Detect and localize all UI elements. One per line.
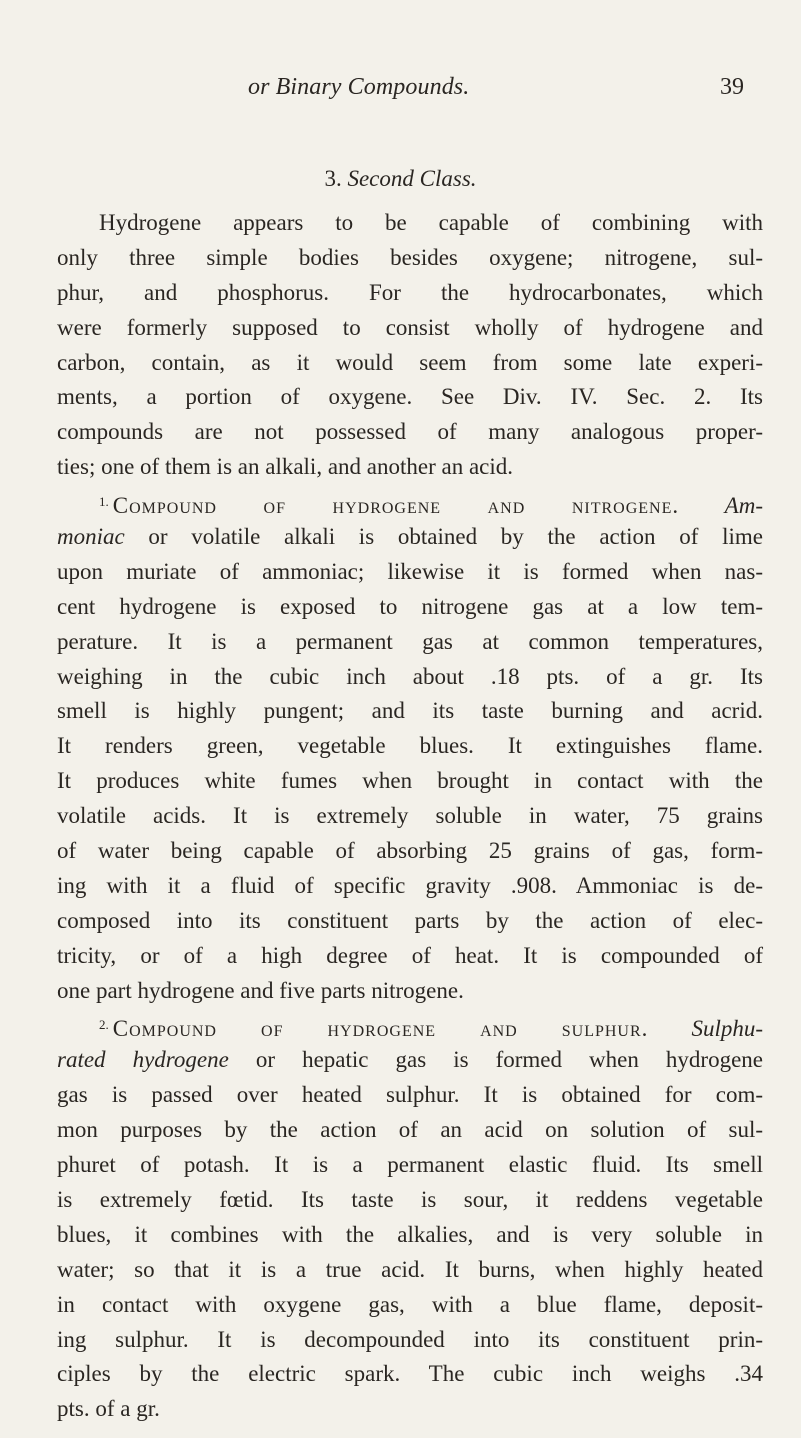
text-line: gas is passed over heated sulphur. It is obtained for com- (57, 1082, 763, 1108)
text-line: one part hydrogene and five parts nitrogene. (57, 977, 464, 1003)
compound-1-marker: 1. (99, 494, 109, 510)
text-line: is extremely fœtid. Its taste is sour, it reddens vegetable (57, 1186, 763, 1212)
text-line: perature. It is a permanent gas at common temperatures, (57, 628, 763, 654)
text-line: upon muriate of ammoniac; likewise it is formed when nas- (57, 558, 763, 584)
text-line (57, 520, 763, 555)
text-line: It produces white fumes when brought in contact with the (57, 768, 763, 794)
text-line: were formerly supposed to consist wholly of hydrogene and (57, 314, 763, 340)
text-line: cent hydrogene is exposed to nitrogene gas at a low tem- (57, 593, 763, 619)
text-line: ties; one of them is an alkali, and another an acid. (57, 454, 514, 480)
compound-2-term-start: Sulphu- (691, 1016, 764, 1042)
text-line: smell is highly pungent; and its taste burning and acrid. (57, 698, 763, 724)
compound-1-term-end: moniac (57, 524, 125, 550)
text-line: only three simple bodies besides oxygene; nitrogene, sul- (57, 244, 763, 270)
section-title: Second Class. (347, 166, 477, 191)
text-line: volatile acids. It is extremely soluble in water, 75 grains (57, 803, 763, 829)
compound-1-heading: Compound of hydrogene and nitrogene. (112, 493, 680, 519)
text-line: Hydrogene appears to be capable of combining with (99, 210, 763, 235)
compound-1-term-start: Am- (724, 493, 763, 519)
text-line: ciples by the electric spark. The cubic inch weighs .34 (57, 1361, 763, 1387)
compound-2-marker: 2. (99, 1017, 109, 1033)
text-line (57, 1043, 763, 1078)
text-line: It renders green, vegetable blues. It extinguishes flame. (57, 733, 763, 759)
compound-2-heading: Compound of hydrogene and sulphur. (112, 1016, 649, 1042)
compound-1-heading-line (57, 485, 763, 520)
compound-2-line1-rest: or hepatic gas is formed when hydrogene (228, 1047, 763, 1073)
text-line: ing with it a fluid of specific gravity .908. Ammoniac is de- (57, 872, 763, 898)
text-line: tricity, or of a high degree of heat. It is compounded of (57, 942, 763, 968)
text-line: compounds are not possessed of many analogous proper- (57, 419, 763, 445)
text-line: of water being capable of absorbing 25 grains of gas, form- (57, 838, 763, 864)
text-line: blues, it combines with the alkalies, and is very soluble in (57, 1221, 763, 1247)
text-line: phuret of potash. It is a permanent elastic fluid. Its smell (57, 1152, 763, 1178)
running-title: or Binary Compounds. (248, 74, 470, 100)
text-line: water; so that it is a true acid. It burns, when highly heated (57, 1256, 763, 1282)
text-line: mon purposes by the action of an acid on solution of sul- (57, 1117, 763, 1143)
compound-2-term-end: rated hydrogene (57, 1047, 229, 1073)
text-line: ments, a portion of oxygene. See Div. IV. Sec. 2. Its (57, 384, 763, 410)
compound-2-heading-line (57, 1008, 763, 1043)
text-line: carbon, contain, as it would seem from some late experi- (57, 349, 763, 375)
text-line: weighing in the cubic inch about .18 pts. of a gr. Its (57, 663, 763, 689)
text-line: pts. of a gr. (57, 1396, 160, 1422)
body-text (57, 206, 763, 1427)
text-line: ing sulphur. It is decompounded into its constituent prin- (57, 1326, 763, 1352)
section-heading (0, 166, 801, 192)
text-line: in contact with oxygene gas, with a blue flame, deposit- (57, 1291, 763, 1317)
text-line: composed into its constituent parts by the action of elec- (57, 907, 763, 933)
compound-1-line1-rest: or volatile alkali is obtained by the action of lime (124, 524, 763, 550)
running-head (0, 74, 801, 114)
text-line: phur, and phosphorus. For the hydrocarbonates, which (57, 279, 763, 305)
page-number: 39 (720, 74, 744, 100)
section-number: 3. (324, 166, 342, 191)
